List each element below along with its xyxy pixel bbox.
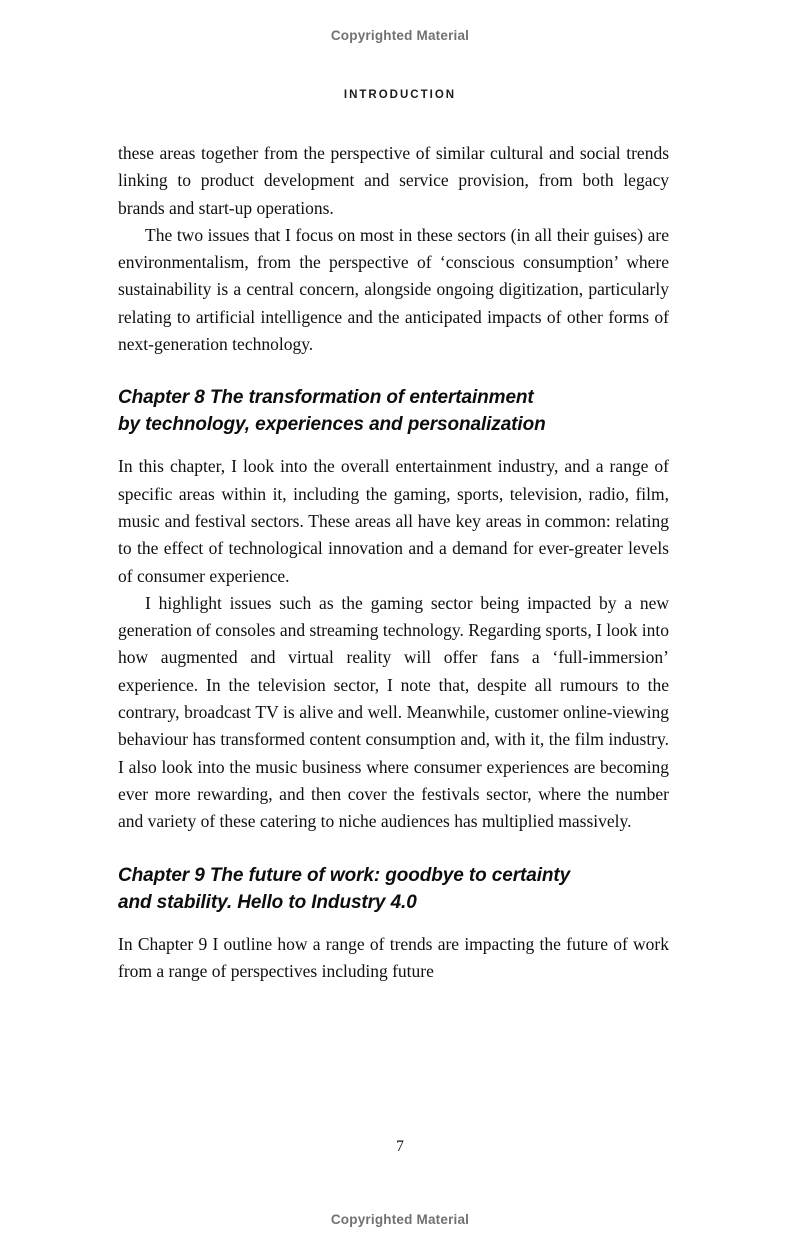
paragraph-continuation: these areas together from the perspective of similar cultural and social trends linking to product development and service provision, from both legacy brands and start-up operations. [118, 143, 669, 218]
paragraph-chapter8-highlight: I highlight issues such as the gaming sector being impacted by a new generation of consoles and streaming technology. Regarding sports, I look into how augmented and virtual reality will offer fans a ‘full-immersion’ experience. In the television sector, I note that, despite all rumours to the contrary, broadcast TV is alive and well. Meanwhile, customer online-viewing behaviour has transformed content consumption and, with it, the film industry. I also look into the music business where consumer experiences are becoming ever more rewarding, and then cover the festivals sector, where the number and variety of these catering to niche audiences has multiplied massively. [118, 592, 669, 832]
chapter-8-heading-line2: by technology, experiences and personalization [118, 414, 546, 436]
paragraph-chapter9-intro: In Chapter 9 I outline how a range of trends are impacting the future of work from a range of perspectives including future [118, 933, 669, 981]
paragraph-two-issues: The two issues that I focus on most in these sectors (in all their guises) are environmentalism, from the perspective of ‘conscious consumption’ where sustainability is a central concern, alongside ongoing digitization, particularly relating to artificial intelligence and the anticipated impacts of other forms of next-generation technology. [118, 224, 669, 355]
chapter-8-heading [118, 384, 669, 438]
running-head: INTRODUCTION [343, 89, 457, 101]
chapter-9-heading-line1: Chapter 9 The future of work: goodbye to certainty [118, 864, 571, 886]
paragraph-chapter8-intro: In this chapter, I look into the overall entertainment industry, and a range of specific areas within it, including the gaming, sports, television, radio, film, music and festival sectors. These areas all have key areas in common: relating to the effect of technological innovation and a demand for ever-greater levels of consumer experience. [118, 456, 669, 586]
copyright-notice-bottom: Copyrighted Material [330, 1212, 470, 1227]
chapter-9-heading [118, 862, 669, 916]
page-number: 7 [396, 1138, 404, 1155]
page-body [118, 140, 669, 985]
copyright-notice-top: Copyrighted Material [330, 28, 470, 43]
chapter-9-heading-line2: and stability. Hello to Industry 4.0 [118, 891, 417, 913]
chapter-8-heading-line1: Chapter 8 The transformation of entertainment [118, 387, 534, 409]
